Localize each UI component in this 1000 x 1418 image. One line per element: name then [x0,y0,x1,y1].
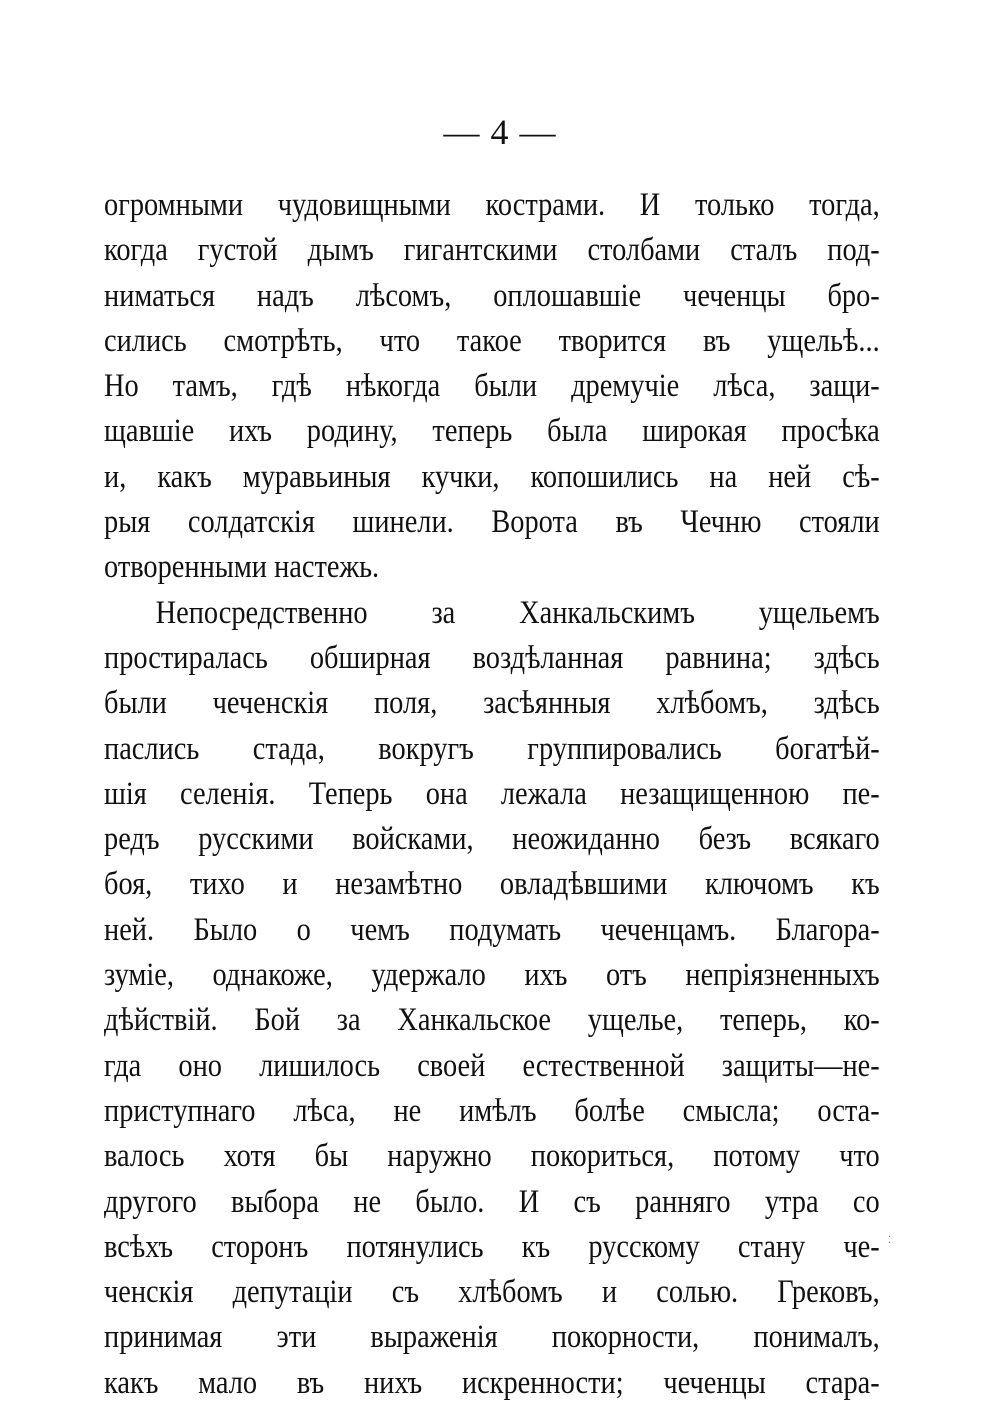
text-line: щавшіе ихъ родину, теперь была широкая просѣка [104,413,880,450]
text-line: боя, тихо и незамѣтно овладѣвшими ключомъ къ [104,866,880,903]
text-line: валось хотя бы наружно покориться, потому что [104,1138,880,1175]
text-line: и, какъ муравьиныя кучки, копошились на ней сѣ- [104,458,880,495]
text-line: дѣйствій. Бой за Ханкальское ущелье, теперь, ко- [104,1002,880,1039]
paragraph-1 [104,183,880,591]
text-line: приступнаго лѣса, не имѣлъ болѣе смысла; оста- [104,1092,880,1129]
text-line: простиралась обширная воздѣланная равнина; здѣсь [104,639,880,676]
paragraph-2 [104,591,880,1406]
text-line: принимая эти выраженія покорности, понималъ, [104,1319,880,1356]
scan-speck: ⁚ [888,1235,892,1246]
page-number: — 4 — [443,112,557,152]
text-line: Непосредственно за Ханкальскимъ ущельемъ [155,594,880,631]
text-line: сились смотрѣть, что такое творится въ ущельѣ... [104,322,880,359]
text-line: паслись стада, вокругъ группировались богатѣй- [104,730,880,767]
text-line: ченскія депутаціи съ хлѣбомъ и солью. Грековъ, [104,1274,880,1311]
text-line: зуміе, однакоже, удержало ихъ отъ непріязненныхъ [104,957,880,994]
text-line: отворенными настежь. [104,549,380,586]
text-line: когда густой дымъ гигантскими столбами сталъ под- [104,232,880,269]
text-line: другого выбора не было. И съ ранняго утра со [104,1183,880,1220]
text-line: рыя солдатскія шинели. Ворота въ Чечню стояли [104,504,880,541]
text-line: редъ русскими войсками, неожиданно безъ всякаго [104,821,880,858]
text-line: огромными чудовищными кострами. И только тогда, [104,187,880,223]
text-line: ниматься надъ лѣсомъ, оплошавшіе чеченцы бро- [104,277,880,314]
text-line: шія селенія. Теперь она лежала незащищенною пе- [104,775,880,812]
text-line: Но тамъ, гдѣ нѣкогда были дремучіе лѣса, защи- [104,368,880,405]
body-text [104,183,880,1406]
text-line: были чеченскія поля, засѣянныя хлѣбомъ, здѣсь [104,685,880,722]
text-line: ней. Было о чемъ подумать чеченцамъ. Благора- [104,911,880,948]
text-line: гда оно лишилось своей естественной защиты—не- [104,1047,880,1084]
text-line: всѣхъ сторонъ потянулись къ русскому стану че- [104,1228,880,1265]
text-line: какъ мало въ нихъ искренности; чеченцы стара- [104,1364,880,1401]
